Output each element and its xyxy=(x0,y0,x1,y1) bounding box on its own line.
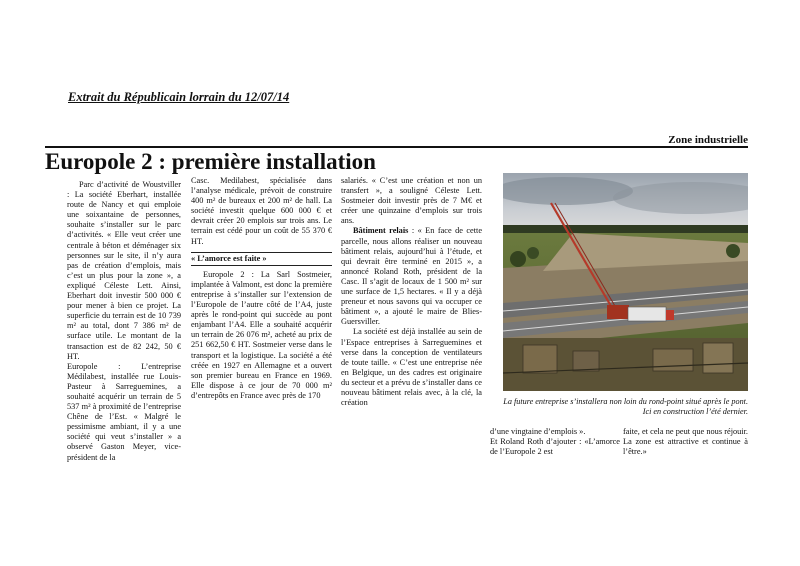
construction-site-photo xyxy=(503,173,748,391)
paragraph-woustviller: Parc d’activité de Woustviller : La société Eberhart, installée route de Nancy et qui emploie une soixantaine de personnes, souhaite s’installer sur le parc d’activités. « Elle veut créer une centrale à béton et déménager six personnes sur le site, il n’y aura pas de création d’emplois, mais c’est un plus pour la zone », a expliqué Céleste Lett. Ainsi, Eberhart doit investir 500 000 € pour mener à bien ce projet. La superficie du terrain est de 10 739 m² au total, dont 7 386 m² de surface utile. Le montant de la transaction est de 82 242, 50 € HT. xyxy=(67,180,181,361)
rubric-label: Zone industrielle xyxy=(668,134,748,146)
paragraph-espace-entreprises: La société est déjà installée au sein de l’Espace entreprises à Sarreguemines et verse dans la conception de ventilateurs de toute taille. « C’est une entreprise née en Belgique, un des cadres est originaire du secteur et a prévu de s’installer dans ce nouveau bâtiment relais avec, à la clé, la création xyxy=(341,327,482,408)
article-column-3 xyxy=(341,176,482,408)
article-column-5 xyxy=(623,427,748,457)
paragraph-batiment-relais xyxy=(341,226,482,327)
article-headline: Europole 2 : première installation xyxy=(45,149,376,174)
photo-caption: La future entreprise s’installera non loin du rond-point situé après le pont. Ici en construction l’été dernier. xyxy=(503,397,748,417)
subheading-amorce: « L’amorce est faite » xyxy=(191,252,332,266)
paragraph-europole: Europole : L’entreprise Médilabest, installée rue Louis-Pasteur à Sarreguemines, a souhaité acquérir un terrain de 5 537 m² à proximité de l’entreprise Chêne de l’Est. « Malgré le pessimisme ambiant, il y a une société qui veut s’installer » a observé Gaston Meyer, vice-président de la xyxy=(67,361,181,462)
paragraph-sostmeier: Europole 2 : La Sarl Sostmeier, implantée à Valmont, est donc la première entreprise à s’installer sur l’extension de l’Europole de l’autre côté de l’A4, juste après le rond-point qui succède au pont enjambant l’A4. Elle a souhaité acquérir un terrain de 26 076 m², acheté au prix de 251 662,50 € HT. Sostmeier verse dans le transport et la logistique. La société a été créée en 1927 en Allemagne et a ouvert son premier bureau en France en 1969. Elle dispose à ce jour de 70 000 m² d’entrepôts en France avec près de 170 xyxy=(191,269,332,400)
paragraph-batiment-relais-text: : « En face de cette parcelle, nous allons réaliser un nouveau bâtiment relais, aujourd’hui à l’étude, et qui devrait être terminé en 2015 », a annoncé Roland Roth, président de la Casc. Il s’agit de locaux de 1 500 m² sur une surface de 1,5 hectares. « Il y a déjà preneur et nous savons qui va occuper ce bâtiment », a ajouté le maire de Blies-Guersviller. xyxy=(341,226,482,327)
paragraph-conclusion: faite, et cela ne peut que nous réjouir. La zone est attractive et continue à l’être.» xyxy=(623,427,748,457)
source-line: Extrait du Républicain lorrain du 12/07/14 xyxy=(68,90,290,104)
paragraph-salaries: salariés. « C’est une création et non un transfert », a souligné Céleste Lett. Sostmeier doit investir près de 7 M€ et créer une quinzaine d’emplois sur trois ans. xyxy=(341,176,482,226)
article-column-1 xyxy=(67,180,181,463)
paragraph-medilabest: Casc. Medilabest, spécialisée dans l’analyse médicale, prévoit de construire 400 m² de bureaux et 200 m² de hall. La société investit quelque 600 000 € et devrait créer 20 emplois sur trois ans. Le terrain est cédé pour un coût de 55 370 € HT. xyxy=(191,176,332,246)
article-column-2 xyxy=(191,176,332,401)
article-column-4 xyxy=(490,427,620,457)
paragraph-vingtaine: d’une vingtaine d’emplois ». xyxy=(490,427,586,436)
paragraph-roth-quote: Et Roland Roth d’ajouter : «L’amorce de l’Europole 2 est xyxy=(490,437,620,457)
subheading-batiment-relais: Bâtiment relais xyxy=(353,226,409,236)
